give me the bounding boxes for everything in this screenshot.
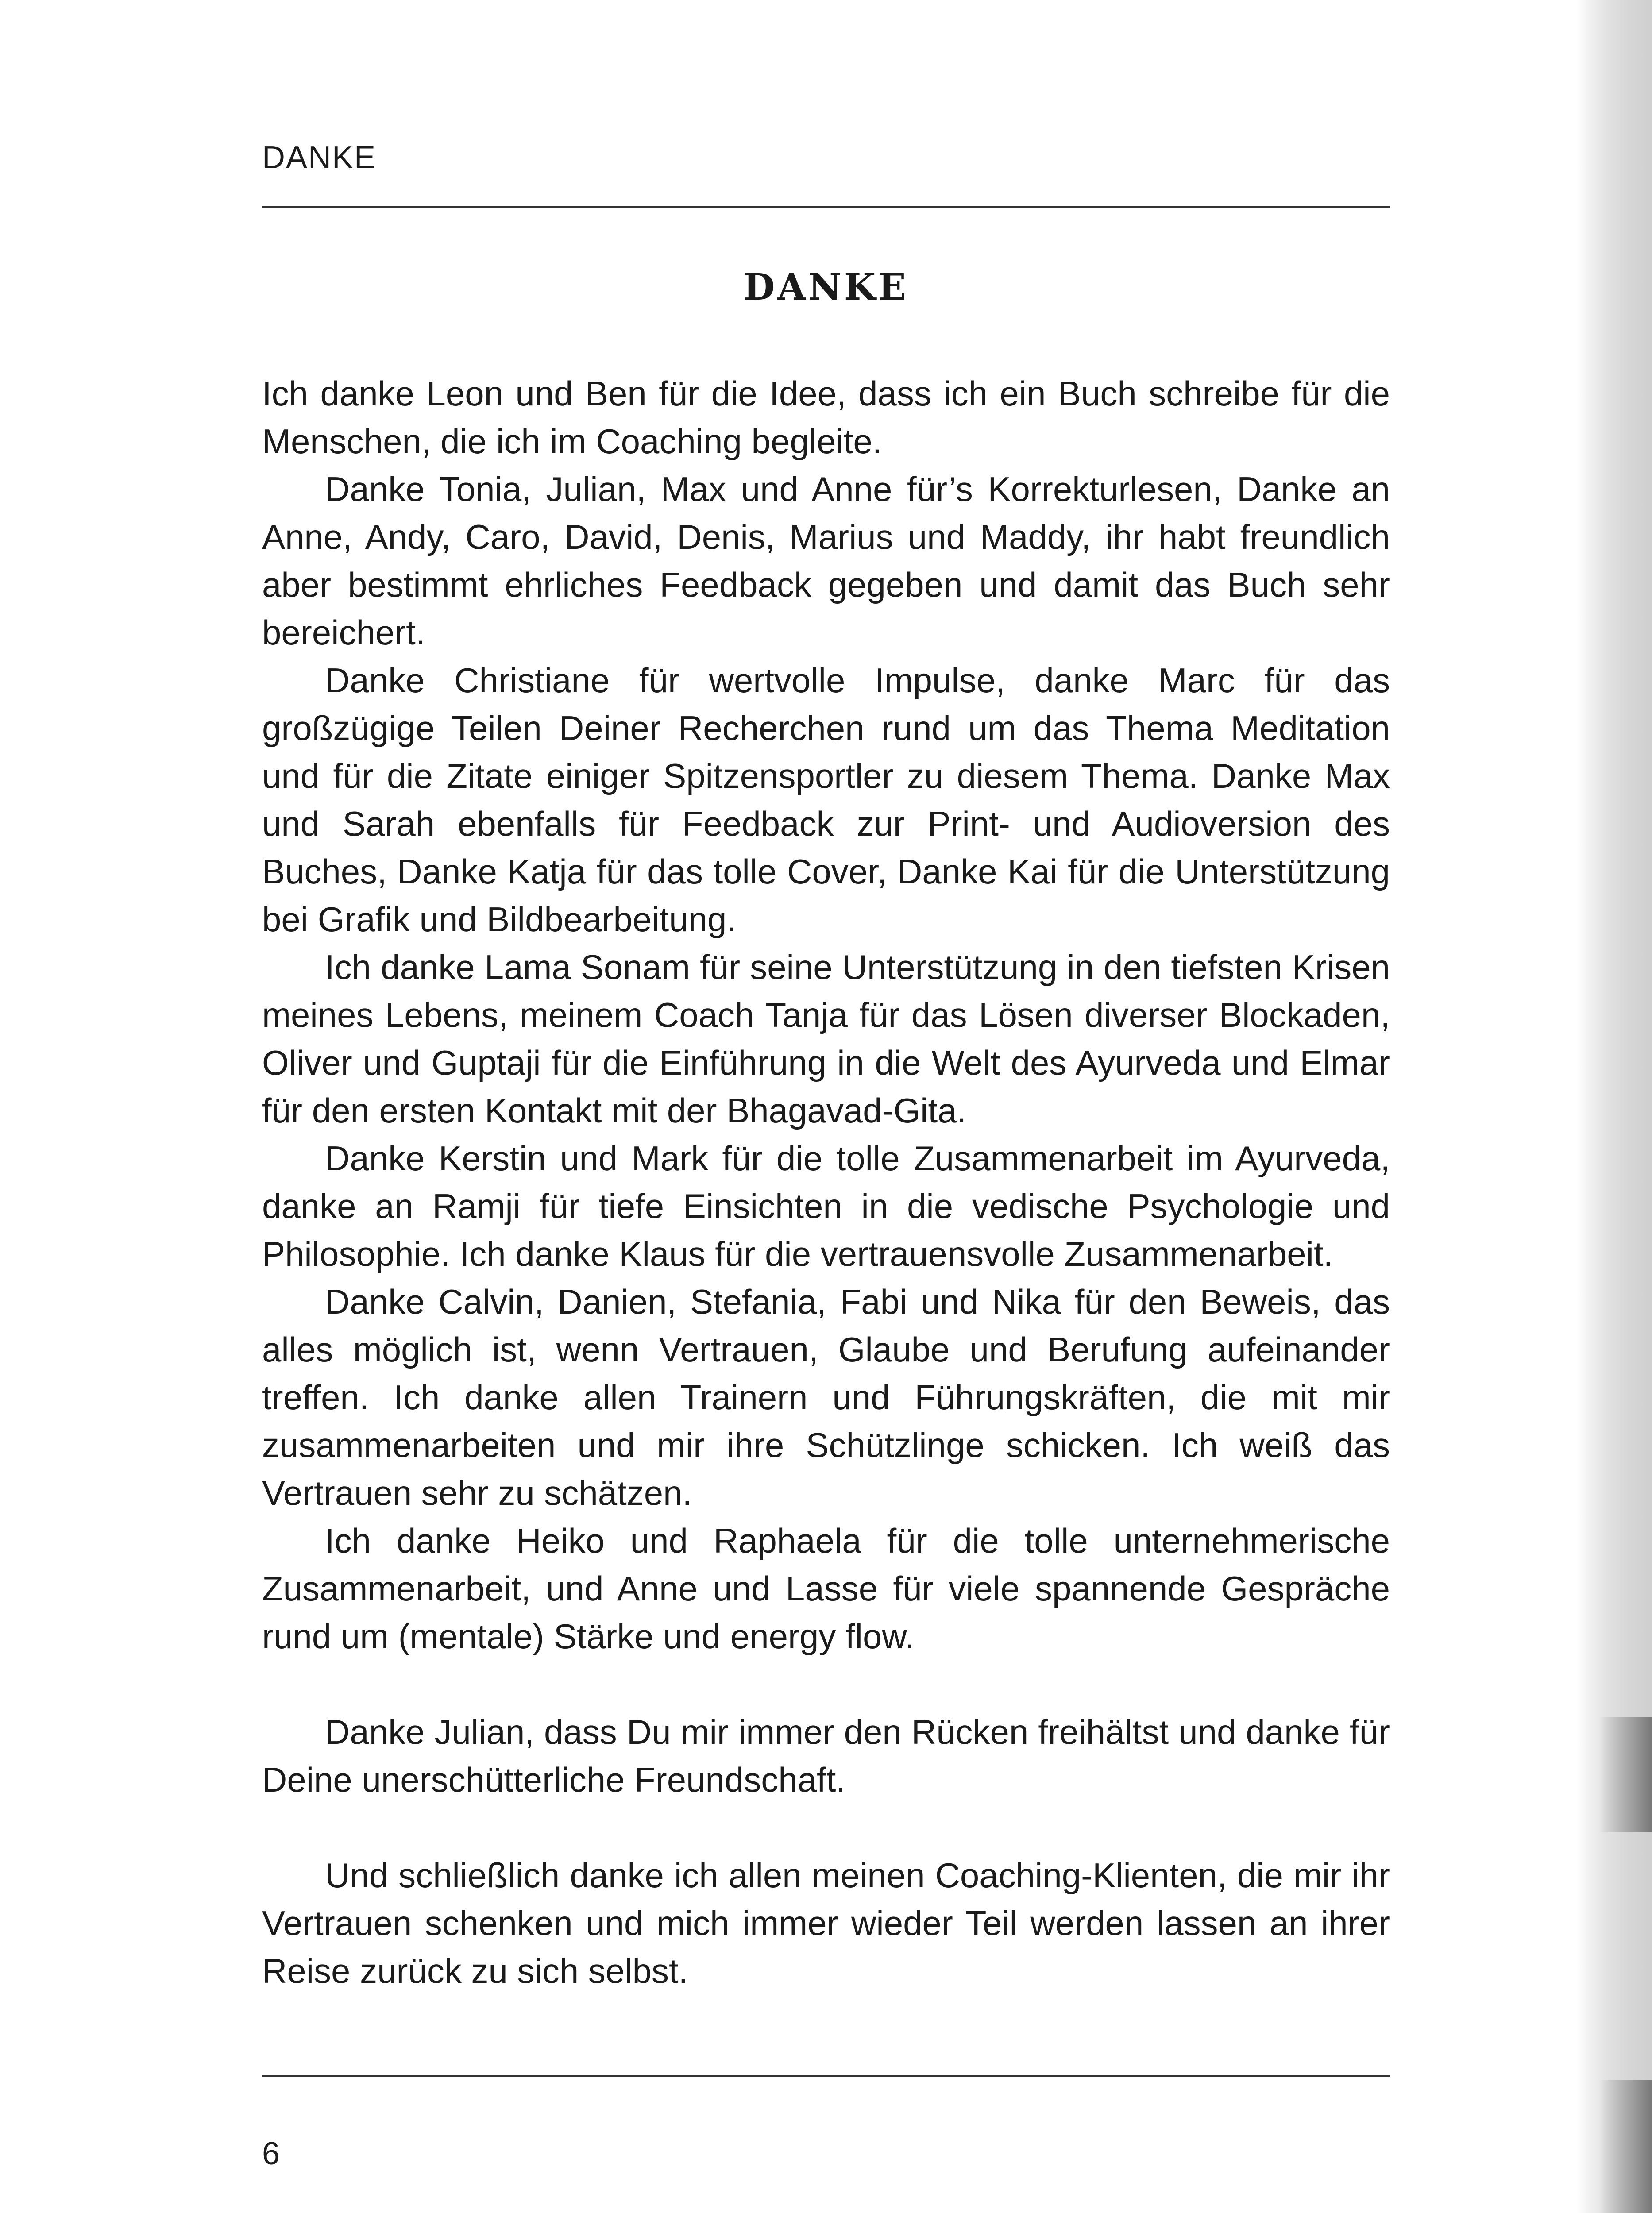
- body-text: [262, 370, 1390, 1995]
- paragraph: Ich danke Lama Sonam für seine Unterstützung in den tiefsten Krisen meines Lebens, meinem Coach Tanja für das Lösen diverser Blockaden, Oliver und Guptaji für die Einführung in die Welt des Ayurveda und Elmar für den ersten Kontakt mit der Bhagavad-Gita.: [262, 948, 1390, 1130]
- page-number: 6: [262, 2136, 280, 2171]
- paragraph: Ich danke Heiko und Raphaela für die tolle unternehmerische Zusammenarbeit, und Anne und Lasse für viele spannende Gespräche rund um (mentale) Stärke und energy flow.: [262, 1521, 1390, 1656]
- page-edge-shade: [1599, 1717, 1652, 1832]
- paragraph: Und schließlich danke ich allen meinen Coaching-Klienten, die mir ihr Vertrauen schenken und mich immer wieder Teil werden lassen an ihrer Reise zurück zu sich selbst.: [262, 1856, 1390, 1990]
- running-header: DANKE: [262, 140, 377, 175]
- footer-rule: [262, 2075, 1390, 2077]
- page-edge-shade: [1599, 2080, 1652, 2213]
- paragraph: Danke Kerstin und Mark für die tolle Zusammenarbeit im Ayurveda, danke an Ramji für tiefe Einsichten in die vedische Psychologie und Philosophie. Ich danke Klaus für die vertrauensvolle Zusammenarbeit.: [262, 1139, 1390, 1273]
- page-edge-shadow: [1577, 0, 1652, 2213]
- header-rule: [262, 206, 1390, 208]
- chapter-title: DANKE: [743, 266, 909, 308]
- paragraph: Danke Tonia, Julian, Max und Anne für’s Korrekturlesen, Danke an Anne, Andy, Caro, David, Denis, Marius und Maddy, ihr habt freundlich aber bestimmt ehrliches Feedback gegeben und damit das Buch sehr bereichert.: [262, 470, 1390, 652]
- paragraph: Danke Julian, dass Du mir immer den Rücken freihältst und danke für Deine unerschütterliche Freundschaft.: [262, 1712, 1390, 1799]
- paragraph: Ich danke Leon und Ben für die Idee, dass ich ein Buch schreibe für die Menschen, die ich im Coaching begleite.: [262, 374, 1390, 461]
- paragraph: Danke Christiane für wertvolle Impulse, danke Marc für das großzügige Teilen Deiner Recherchen rund um das Thema Meditation und für die Zitate einiger Spitzensportler zu diesem Thema. Danke Max und Sarah ebenfalls für Feedback zur Print- und Audioversion des Buches, Danke Katja für das tolle Cover, Danke Kai für die Unterstützung bei Grafik und Bildbearbeitung.: [262, 661, 1390, 939]
- paragraph: Danke Calvin, Danien, Stefania, Fabi und Nika für den Beweis, das alles möglich ist, wenn Vertrauen, Glaube und Berufung aufeinander treffen. Ich danke allen Trainern und Führungskräften, die mit mir zusammenarbeiten und mir ihre Schützlinge schicken. Ich weiß das Vertrauen sehr zu schätzen.: [262, 1282, 1390, 1512]
